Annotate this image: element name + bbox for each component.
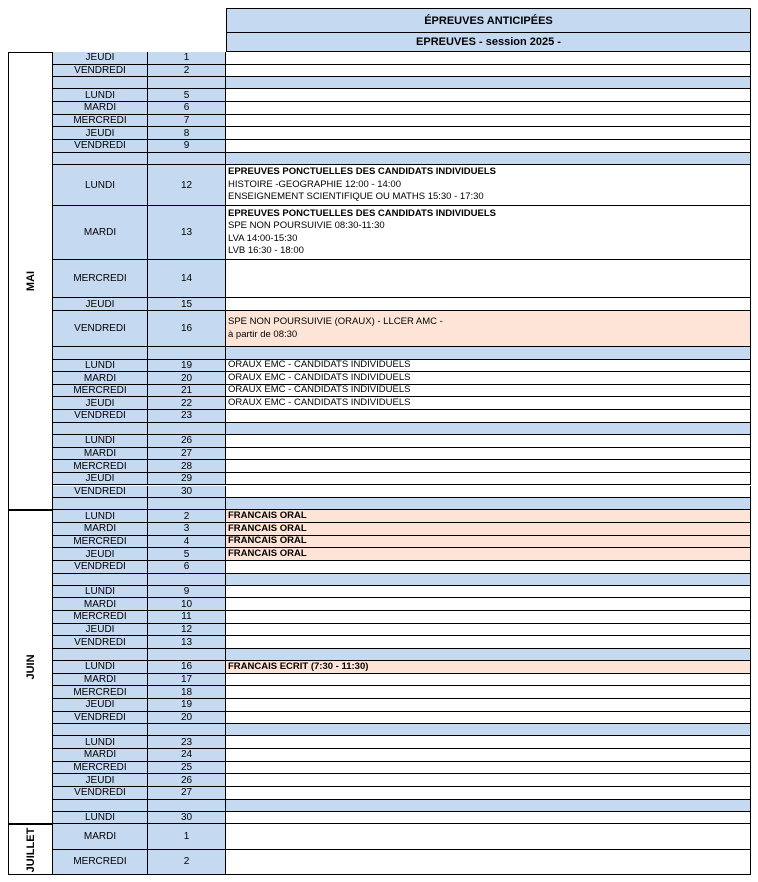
week-separator-divider <box>148 649 226 661</box>
day-number-cell: 22 <box>148 397 226 410</box>
day-number-cell: 14 <box>148 260 226 298</box>
day-name-cell: VENDREDI <box>53 636 148 649</box>
day-number-cell: 23 <box>148 736 226 749</box>
day-number-cell: 5 <box>148 89 226 102</box>
day-name-cell: LUNDI <box>53 360 148 373</box>
week-separator-divider <box>148 800 226 812</box>
event-cell <box>226 636 751 649</box>
event-cell <box>226 824 751 849</box>
day-name-cell: MARDI <box>53 102 148 115</box>
event-cell <box>226 473 751 486</box>
event-cell <box>226 140 751 153</box>
week-separator-divider <box>148 423 226 435</box>
event-text: ORAUX EMC - CANDIDATS INDIVIDUELS <box>228 397 411 409</box>
event-cell <box>226 598 751 611</box>
event-cell <box>226 536 751 549</box>
event-cell <box>226 712 751 725</box>
week-separator-divider <box>53 649 148 661</box>
event-line: à partir de 08:30 <box>228 328 298 340</box>
event-cell <box>226 787 751 800</box>
week-separator-divider <box>53 574 148 586</box>
week-separator-divider <box>148 574 226 586</box>
day-name-cell: VENDREDI <box>53 140 148 153</box>
day-number-cell: 26 <box>148 435 226 448</box>
event-cell <box>226 115 751 128</box>
day-number-cell: 16 <box>148 311 226 347</box>
month-label-juillet <box>8 824 53 875</box>
day-name-cell: VENDREDI <box>53 410 148 423</box>
event-cell <box>226 523 751 536</box>
day-name-cell: MERCREDI <box>53 115 148 128</box>
day-name-cell: MARDI <box>53 674 148 687</box>
day-number-cell: 13 <box>148 206 226 260</box>
day-name-cell: VENDREDI <box>53 65 148 78</box>
event-cell <box>226 372 751 385</box>
day-name-cell: VENDREDI <box>53 712 148 725</box>
event-cell <box>226 561 751 574</box>
week-separator-divider <box>53 800 148 812</box>
day-name-cell: MARDI <box>53 749 148 762</box>
event-cell <box>226 311 751 347</box>
event-cell <box>226 397 751 410</box>
event-cell <box>226 206 751 260</box>
event-cell <box>226 850 751 875</box>
day-name-cell: JEUDI <box>53 624 148 637</box>
day-number-cell: 10 <box>148 598 226 611</box>
day-number-cell: 9 <box>148 586 226 599</box>
event-cell <box>226 548 751 561</box>
day-number-cell: 20 <box>148 372 226 385</box>
event-cell <box>226 686 751 699</box>
event-cell <box>226 749 751 762</box>
event-cell <box>226 435 751 448</box>
day-number-cell: 15 <box>148 298 226 311</box>
day-name-cell: MERCREDI <box>53 686 148 699</box>
day-name-cell: MARDI <box>53 206 148 260</box>
day-number-cell: 5 <box>148 548 226 561</box>
day-name-cell: MERCREDI <box>53 850 148 875</box>
day-number-cell: 23 <box>148 410 226 423</box>
day-name-cell: JEUDI <box>53 127 148 140</box>
day-number-cell: 20 <box>148 712 226 725</box>
day-number-cell: 30 <box>148 486 226 499</box>
event-cell <box>226 774 751 787</box>
day-name-cell: LUNDI <box>53 736 148 749</box>
day-number-cell: 18 <box>148 686 226 699</box>
event-text: FRANCAIS ECRIT (7:30 - 11:30) <box>228 661 369 672</box>
header-title: ÉPREUVES ANTICIPÉES <box>226 8 751 33</box>
day-name-cell: VENDREDI <box>53 787 148 800</box>
day-name-cell: JEUDI <box>53 774 148 787</box>
event-text: ORAUX EMC - CANDIDATS INDIVIDUELS <box>228 384 411 396</box>
event-text: FRANCAIS ORAL <box>228 510 307 521</box>
week-separator-divider <box>53 724 148 736</box>
event-text: FRANCAIS ORAL <box>228 548 307 559</box>
day-number-cell: 27 <box>148 787 226 800</box>
day-number-cell: 19 <box>148 699 226 712</box>
month-label-juin <box>8 510 53 824</box>
day-name-cell: MARDI <box>53 372 148 385</box>
event-cell <box>226 385 751 398</box>
day-name-cell: MERCREDI <box>53 385 148 398</box>
week-separator-divider <box>53 347 148 359</box>
day-number-cell: 2 <box>148 65 226 78</box>
day-number-cell: 7 <box>148 115 226 128</box>
event-cell <box>226 102 751 115</box>
day-name-cell: JEUDI <box>53 548 148 561</box>
day-number-cell: 26 <box>148 774 226 787</box>
day-name-cell: MERCREDI <box>53 460 148 473</box>
event-cell <box>226 448 751 461</box>
event-cell <box>226 460 751 473</box>
event-line: SPE NON POURSUIVIE (ORAUX) - LLCER AMC - <box>228 316 443 328</box>
day-name-cell: MERCREDI <box>53 762 148 775</box>
day-number-cell: 25 <box>148 762 226 775</box>
event-cell <box>226 624 751 637</box>
day-name-cell: JEUDI <box>53 52 148 65</box>
event-cell <box>226 699 751 712</box>
day-name-cell: JEUDI <box>53 298 148 311</box>
week-separator-divider <box>53 153 148 165</box>
event-cell <box>226 736 751 749</box>
day-number-cell: 1 <box>148 52 226 65</box>
day-number-cell: 19 <box>148 360 226 373</box>
event-line: LVA 14:00-15:30 <box>228 232 298 244</box>
day-number-cell: 27 <box>148 448 226 461</box>
header-subtitle: EPREUVES - session 2025 - <box>226 33 751 52</box>
day-number-cell: 11 <box>148 611 226 624</box>
event-cell <box>226 410 751 423</box>
event-cell <box>226 65 751 78</box>
event-cell <box>226 52 751 65</box>
week-separator-divider <box>148 153 226 165</box>
day-name-cell: MARDI <box>53 448 148 461</box>
day-number-cell: 13 <box>148 636 226 649</box>
day-name-cell: JEUDI <box>53 473 148 486</box>
event-cell <box>226 661 751 674</box>
event-cell <box>226 586 751 599</box>
event-line: HISTOIRE -GEOGRAPHIE 12:00 - 14:00 <box>228 178 401 190</box>
week-separator-divider <box>53 498 148 510</box>
day-number-cell: 2 <box>148 510 226 523</box>
month-label-text: MAI <box>24 271 37 292</box>
day-name-cell: VENDREDI <box>53 486 148 499</box>
event-cell <box>226 89 751 102</box>
event-line: SPE NON POURSUIVIE 08:30-11:30 <box>228 220 385 232</box>
month-label-text: JUIN <box>24 654 37 680</box>
day-number-cell: 16 <box>148 661 226 674</box>
event-title: EPREUVES PONCTUELLES DES CANDIDATS INDIVIDUELS <box>228 166 496 178</box>
day-number-cell: 12 <box>148 165 226 206</box>
event-text: ORAUX EMC - CANDIDATS INDIVIDUELS <box>228 372 411 383</box>
event-cell <box>226 611 751 624</box>
week-separator-divider <box>53 423 148 435</box>
day-number-cell: 9 <box>148 140 226 153</box>
day-name-cell: MERCREDI <box>53 536 148 549</box>
day-name-cell: MERCREDI <box>53 260 148 298</box>
day-name-cell: MARDI <box>53 523 148 536</box>
event-cell <box>226 298 751 311</box>
day-name-cell: MERCREDI <box>53 611 148 624</box>
event-cell <box>226 360 751 373</box>
day-name-cell: LUNDI <box>53 435 148 448</box>
day-name-cell: MARDI <box>53 598 148 611</box>
event-cell <box>226 486 751 499</box>
event-text: FRANCAIS ORAL <box>228 522 307 534</box>
day-name-cell: LUNDI <box>53 89 148 102</box>
month-label-text: JUILLET <box>24 827 37 872</box>
day-number-cell: 29 <box>148 473 226 486</box>
month-label-mai <box>8 52 53 510</box>
event-line: LVB 16:30 - 18:00 <box>228 245 304 257</box>
day-number-cell: 4 <box>148 536 226 549</box>
event-text: ORAUX EMC - CANDIDATS INDIVIDUELS <box>228 359 411 371</box>
day-number-cell: 12 <box>148 624 226 637</box>
day-number-cell: 8 <box>148 127 226 140</box>
event-cell <box>226 260 751 298</box>
day-number-cell: 24 <box>148 749 226 762</box>
day-name-cell: MARDI <box>53 824 148 849</box>
day-number-cell: 2 <box>148 850 226 875</box>
day-name-cell: LUNDI <box>53 586 148 599</box>
day-number-cell: 3 <box>148 523 226 536</box>
week-separator-divider <box>148 77 226 89</box>
event-cell <box>226 127 751 140</box>
event-cell <box>226 812 751 825</box>
day-name-cell: VENDREDI <box>53 311 148 347</box>
day-name-cell: LUNDI <box>53 661 148 674</box>
day-name-cell: VENDREDI <box>53 561 148 574</box>
day-name-cell: JEUDI <box>53 397 148 410</box>
day-number-cell: 1 <box>148 824 226 849</box>
day-number-cell: 6 <box>148 561 226 574</box>
event-text: FRANCAIS ORAL <box>228 535 307 547</box>
week-separator-divider <box>148 347 226 359</box>
day-name-cell: LUNDI <box>53 165 148 206</box>
event-cell <box>226 674 751 687</box>
week-separator-divider <box>53 77 148 89</box>
event-cell <box>226 510 751 523</box>
day-number-cell: 17 <box>148 674 226 687</box>
week-separator-divider <box>148 724 226 736</box>
day-number-cell: 21 <box>148 385 226 398</box>
event-cell <box>226 165 751 206</box>
day-name-cell: LUNDI <box>53 812 148 825</box>
event-cell <box>226 762 751 775</box>
day-name-cell: JEUDI <box>53 699 148 712</box>
event-line: ENSEIGNEMENT SCIENTIFIQUE OU MATHS 15:30 - 17:30 <box>228 191 484 203</box>
event-title: EPREUVES PONCTUELLES DES CANDIDATS INDIVIDUELS <box>228 207 496 219</box>
day-number-cell: 6 <box>148 102 226 115</box>
day-number-cell: 30 <box>148 812 226 825</box>
day-name-cell: LUNDI <box>53 510 148 523</box>
week-separator-divider <box>148 498 226 510</box>
day-number-cell: 28 <box>148 460 226 473</box>
